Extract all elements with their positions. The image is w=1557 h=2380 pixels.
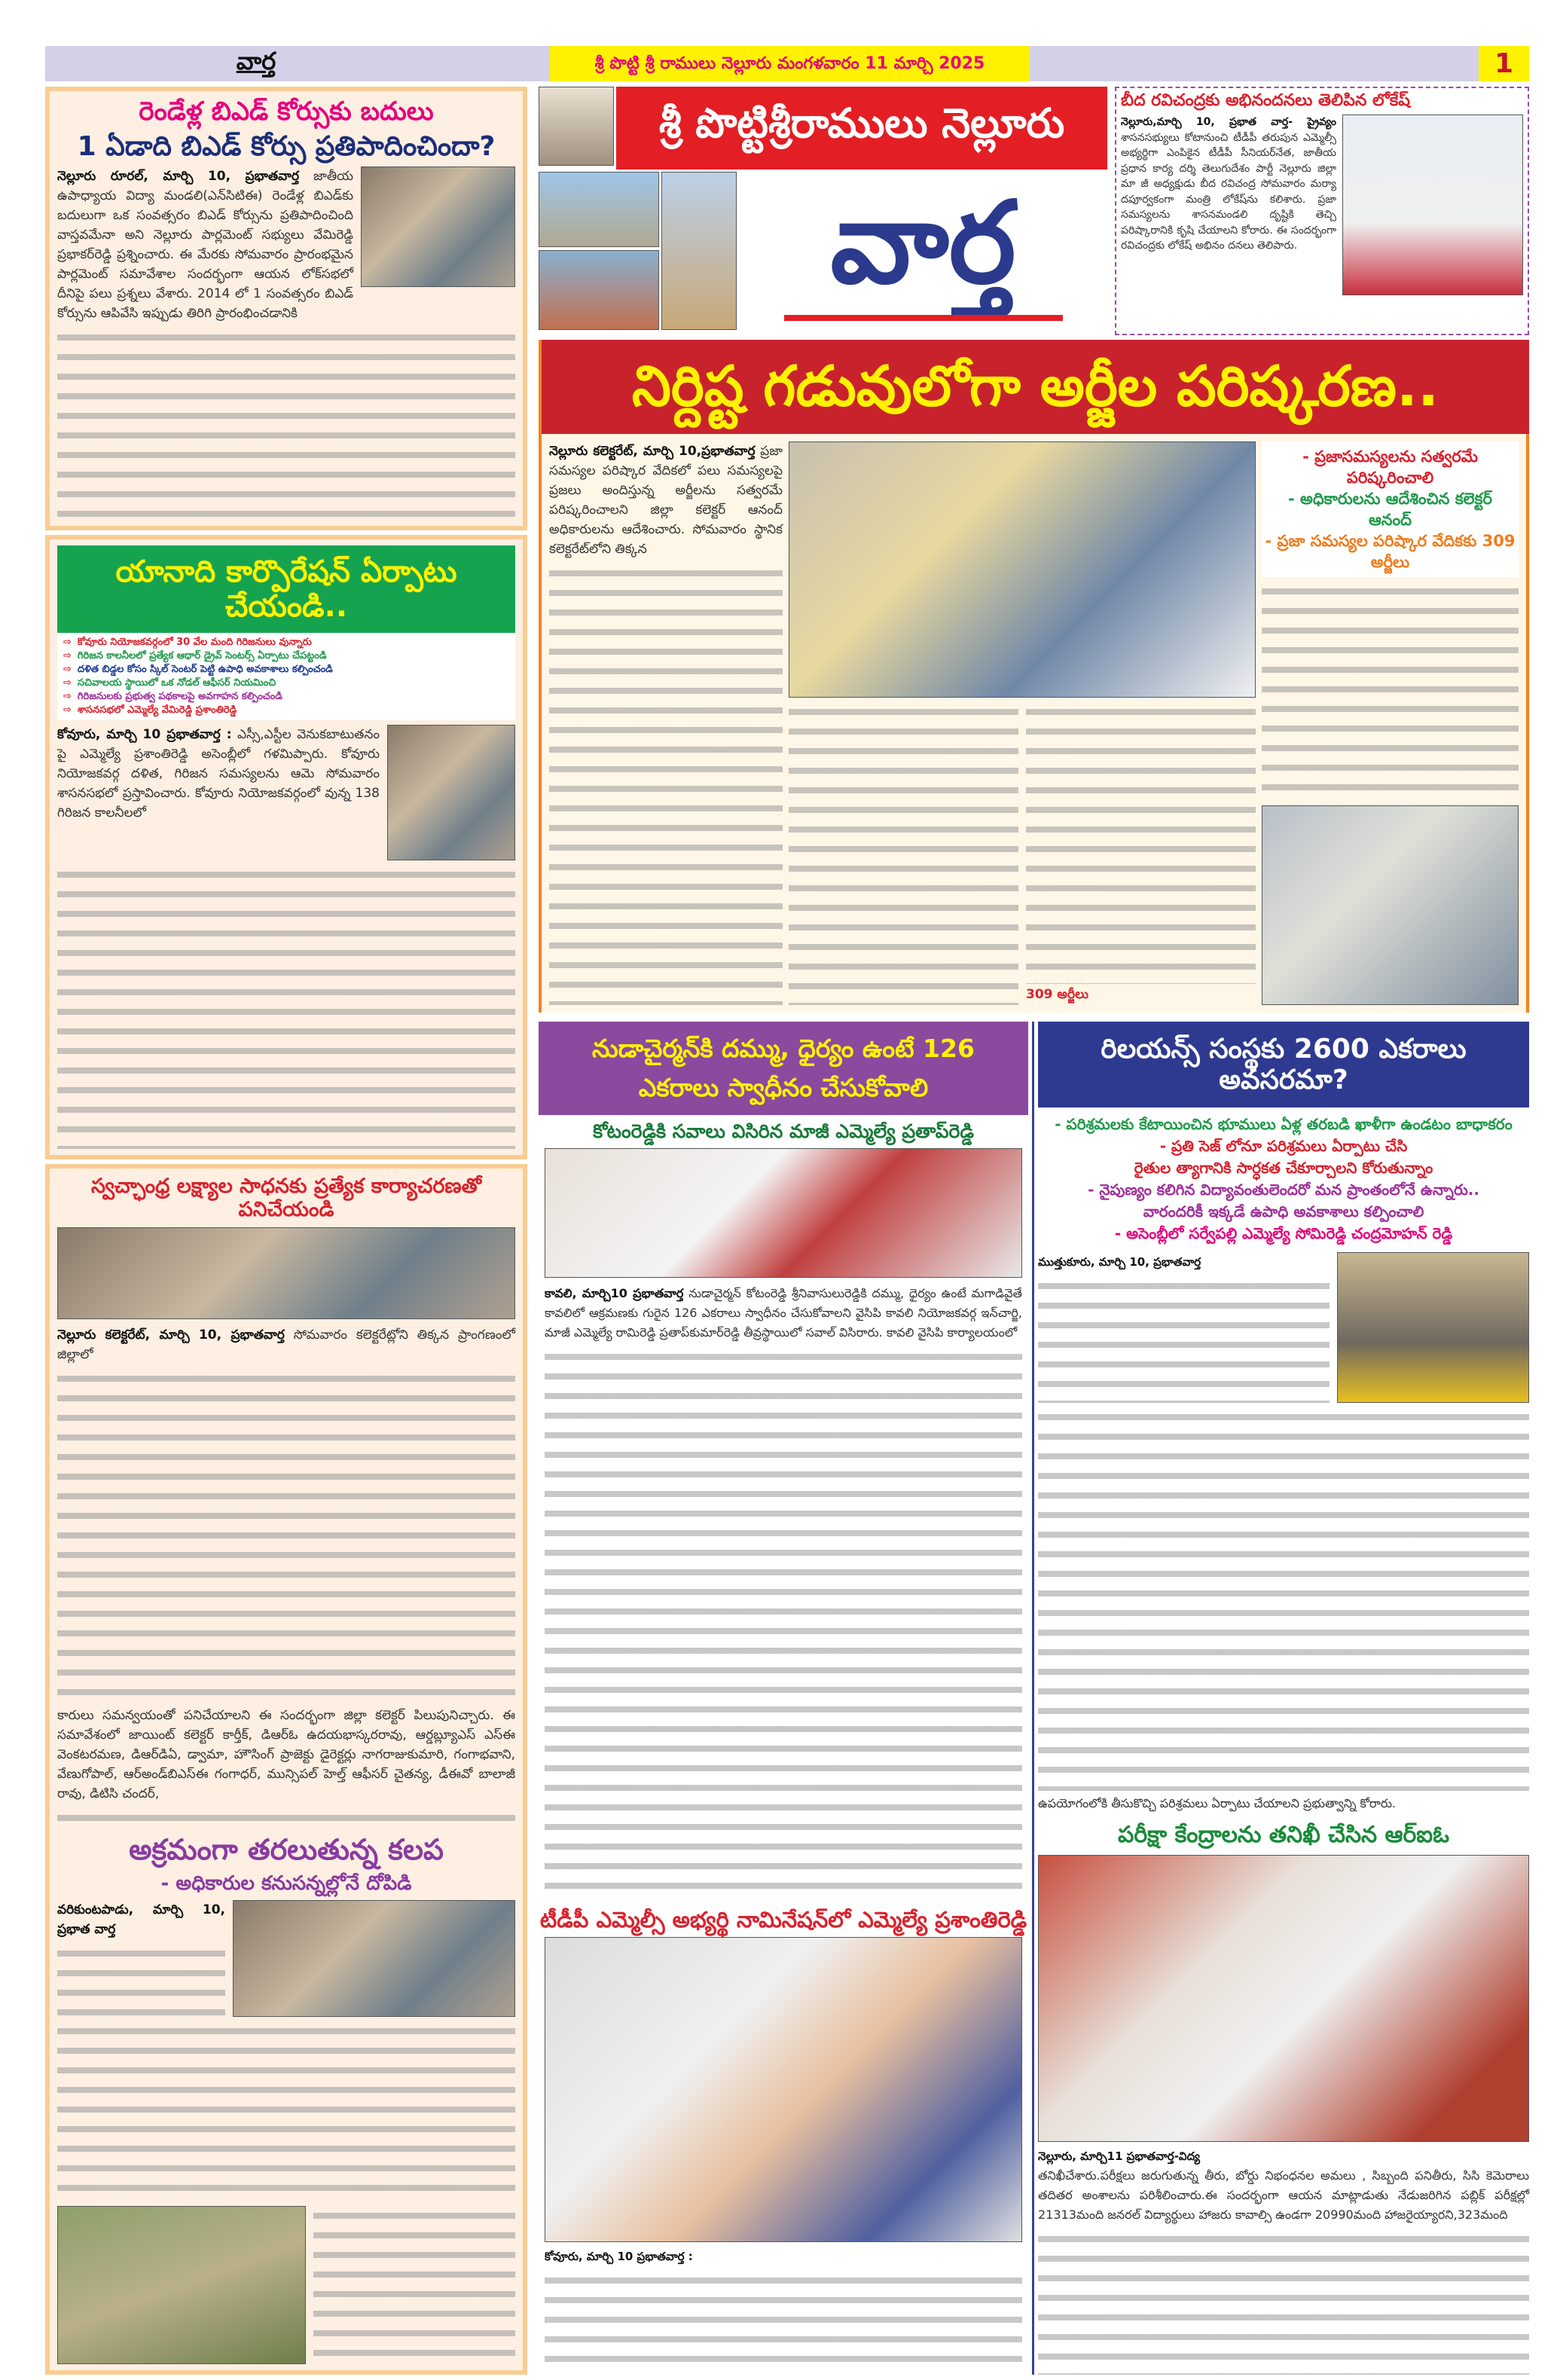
bed-dateline: నెల్లూరు రూరల్, మార్చి 10, ప్రభాతవార్త [57, 169, 300, 185]
main-col-2-text [789, 698, 1256, 1004]
beeda-dateline: నెల్లూరు,మార్చి 10, ప్రభాత వార్త- ప్రైవ్యం [1121, 116, 1336, 129]
mla-speaking-photo [387, 725, 515, 860]
main-subhead-list [1265, 446, 1516, 573]
lokesh-greeting-photo [1342, 115, 1523, 295]
reliance-closing: ఉపయోగంలోకి తీసుకొచ్చి పరిశ్రమలు ఏర్పాటు చేయాలని ప్రభుత్వాన్ని కోరారు. [1038, 1796, 1397, 1811]
kalapa-subhead: - అధికారుల కనుసన్నల్లోనే దోపిడి [160, 1871, 412, 1895]
yanadi-bullet [63, 690, 509, 704]
yanadi-bullet-text: గిరిజనులకు ప్రభుత్వ పథకాలపై అవగాహన కల్పించండి [77, 691, 282, 703]
main-subhead: - ప్రజా సమస్యల పరిష్కార వేదికకు 309 అర్జీలు [1265, 532, 1516, 572]
reliance-headline-banner: రిలయన్స్ సంస్థకు 2600 ఎకరాలు అవసరమా? [1038, 1022, 1529, 1108]
swachhandhra-text-lines [57, 1369, 515, 1702]
top-row [539, 87, 1529, 335]
beeda-text: శాసనసభ్యులు కోటానుంచి టీడీపీ తరుపున ఎమ్మెల్సీ అభ్యర్థిగా ఎంపికైన టీడీపీ సీనియర్‌నేత, జాతీయ ప్రధాన కార్య దర్శి తెలుగుదేశం పార్టీ నెల్లూరు జిల్లా మా జీ అధ్యక్షుడు బీద రవిచంద్ర సోమవారం మర్యా దపూర్వకంగా మంత్రి లోకేష్‌ను కలిశారు. ప్రజా సమస్యలను శాసనమండలి దృష్టికి తెచ్చి పరిష్కారానికి కృషి చేయాలని కోరారు. ఈ సందర్భంగా రవిచంద్రకు లోకేష్ అభినం దనలు తెలిపారు. [1121, 131, 1336, 252]
reliance-dateline: ముత్తుకూరు, మార్చి 10, ప్రభాతవార్త [1038, 1255, 1201, 1269]
yanadi-bullet [63, 636, 509, 649]
reliance-text-lines-1 [1038, 1276, 1330, 1403]
reliance-subhead: - ప్రతి సెజ్ లోనూ పరిశ్రమలు ఏర్పాటు చేసి [1159, 1137, 1408, 1156]
main-subhead: - ప్రజాసమస్యలను సత్వరమే పరిష్కరించాలి [1302, 448, 1478, 487]
beeda-headline: బీద రవిచంద్రకు అభినందనలు తెలిపిన లోకేష్ [1121, 91, 1410, 110]
arrow-icon: ⇨ [63, 691, 72, 703]
swachhandhra-article [45, 1164, 527, 2375]
swachhandhra-text: సోమవారం కలెక్టరేట్లోని తిక్కన ప్రాంగణంలో జిల్లాలో [57, 1327, 515, 1362]
exam-body: తనిఖీచేశారు.పరీక్షలు జరుగుతున్న తీరు, బోర్డు నిభంధనల అమలు , సిబ్బంది పనితీరు, సిసి కెమెరాలు తదితర అంశాలను పరిశీలించారు.ఈ సందర్భంగా ఆయన మాట్లాడుతు నేడుజరిగిన పబ్లిక్ పరీక్షల్లో 21313మంది జనరల్ విద్యార్థులు హాజరు కావాల్సి ఉండగా 20990మంది హాజరైయ్యారని,323మంది [1038, 2168, 1529, 2222]
arrow-icon: ⇨ [63, 704, 72, 716]
yanadi-bullet-text: గిరిజన కాలనీలలో ప్రత్యేక ఆధార్ డ్రైవ్ సెంటర్స్ ఏర్పాటు చేపట్టండి [77, 650, 327, 662]
dateline-banner: శ్రీ పొట్టి శ్రీ రాములు నెల్లూరు మంగళవారం 11 మార్చి 2025 [550, 46, 1030, 81]
column-divider [1032, 1022, 1034, 2375]
reliance-subhead: - పరిశ్రమలకు కేటాయించిన భూములు ఏళ్ల తరబడి ఖాళీగా ఉండటం బాధాకరం [1055, 1115, 1513, 1134]
kalapa-text-lines-3 [313, 2206, 515, 2364]
main-body [549, 441, 783, 559]
exam-inspection-photo [1038, 1855, 1529, 2142]
bottom-row [539, 1022, 1529, 2375]
reliance-lead [1038, 1252, 1330, 1403]
header-logo: వార్త [236, 47, 276, 75]
kalapa-dateline: వరికుంటపాడు, మార్చి 10, ప్రభాత వార్త [57, 1902, 225, 1937]
arrow-icon: ⇨ [63, 677, 72, 689]
yanadi-text: ఎస్సీ,ఎస్టీల వెనుకబాటుతనం పై ఎమ్మెల్యే ప్రశాంతిరెడ్డి అసెంబ్లీలో గళమిప్పారు. కోవూరు నియోజకవర్గ దళిత, గిరిజన సమస్యలను ఆమె సోమవారం శాసనసభలో ప్రస్తావించారు. కోవూరు నియోజకవర్గంలో వున్న 138 గిరిజన కాలనీలలో [57, 727, 380, 821]
reliance-subhead: రైతుల త్యాగానికి సార్ధకత చేకూర్చాలని కోరుతున్నాం [1134, 1159, 1433, 1178]
main-text: ప్రజా సమస్యల పరిష్కార వేదికలో పలు సమస్యలపై ప్రజలు అందిస్తున్న అర్జీలను సత్వరమే పరిష్కరించాలని జిల్లా కలెక్టర్ ఆనంద్ అధికారులను ఆదేశించారు. సోమవారం స్థానిక కలెక్టరేట్‌లోని తిక్కన [549, 444, 783, 558]
exam-dateline: నెల్లూరు, మార్చి11 ప్రభాతవార్త-విద్య [1038, 2149, 1200, 2163]
reliance-subhead: వారందరికీ ఇక్కడే ఉపాధి అవకాశాలు కల్పించాలి [1143, 1202, 1424, 1221]
masthead-logo-row [539, 172, 1107, 330]
ycp-meeting-photo [545, 1148, 1022, 1278]
page-number: 1 [1479, 46, 1529, 81]
yanadi-article [45, 535, 527, 1159]
reliance-row [1038, 1252, 1529, 1403]
bed-text: జాతీయ ఉపాధ్యాయ విద్యా మండలి(ఎన్‌సిటిఈ) రెండేళ్ల బిఎడ్‌కు బదులుగా ఒక సంవత్సరం బిఎడ్ కోర్సును ప్రతిపాదించింది వాస్తవమేనా అని నెల్లూరు పార్లమెంట్ సభ్యులు వేమిరెడ్డి ప్రభాకర్‌రెడ్డి ప్రశ్నించారు. ఈ మేరకు సోమవారం ప్రారంభమైన పార్లమెంట్ సమావేశాల సందర్భంగా ఆయన లోక్‌సభలో దీనిపై పలు ప్రశ్నలు వేశారు. 2014 లో 1 సంవత్సరం బిఎడ్ కోర్సును ఆపివేసి ఇప్పుడు తిరిగి ప్రారంభించడానికి [57, 169, 353, 322]
swachhandhra-closing-lines [57, 1808, 515, 1826]
main-headline-banner: నిర్దిష్ట గడువులోగా అర్జీల పరిష్కరణ.. [539, 340, 1529, 434]
main-col-2 [789, 441, 1256, 1004]
main-text-lines-4 [1026, 702, 1256, 983]
masthead-logo: వార్త [830, 178, 1016, 309]
yanadi-bullets-box [57, 633, 515, 720]
yanadi-text-lines [57, 865, 515, 1149]
grievance-hearing-photo [789, 441, 1256, 698]
nuda-text-lines [545, 1347, 1022, 1900]
nuda-headline-banner: నుడాచైర్మన్‌కి దమ్ము, ధైర్యం ఉంటే 126 ఎకరాలు స్వాధీనం చేసుకోవాలి [539, 1022, 1028, 1115]
yanadi-bullet [63, 663, 509, 677]
port-photo [539, 250, 659, 330]
masthead [539, 87, 1107, 335]
nuda-subhead: కోటంరెడ్డికి సవాలు విసిరిన మాజీ ఎమ్మెల్యే ప్రతాప్‌రెడ్డి [593, 1120, 974, 1142]
main-text-lines-2 [1262, 582, 1519, 800]
masthead-banner-row [539, 87, 1107, 170]
nuda-text: నుడాచైర్మన్ కోటంరెడ్డి శ్రీనివాసులురెడ్డికి దమ్ము, ధైర్యం ఉంటే మగాడివైతే కావలిలో ఆక్రమణకు గురైన 126 ఎకరాలు స్వాధీనం చేసుకోవాలని వైసిపి కావలి నియోజకవర్గ ఇన్‌చార్జి, మాజీ ఎమ్మెల్యే రామిరెడ్డి ప్రతాప్‌కుమార్‌రెడ్డి తీవ్రస్థాయిలో సవాల్ విసిరారు. కావలి వైసిపి కార్యాలయంలో [545, 1286, 1022, 1340]
yanadi-bullet-text: దళిత బిడ్డల కోసం స్కిల్ సెంటర్ పెట్టి ఉపాధి అవకాశాలు కల్పించండి [77, 664, 333, 676]
swachhandhra-headline: స్వచ్ఛాంధ్ర లక్ష్యాల సాధనకు ప్రత్యేక కార్యాచరణతో పనిచేయండి [90, 1174, 482, 1221]
forest-clearing-photo [57, 2206, 306, 2364]
timber-truck-photo [233, 1900, 515, 2017]
main-inline-label: 309 అర్జీలు [1026, 986, 1089, 1002]
main-text-lines-1 [549, 564, 783, 1004]
tdp-text-lines [545, 2271, 1022, 2375]
nuda-body [545, 1284, 1022, 1343]
yanadi-row [57, 725, 515, 860]
left-column [45, 87, 527, 2375]
bed-article [45, 87, 527, 530]
masthead-logo-box [739, 172, 1107, 330]
yanadi-bullet [63, 649, 509, 663]
yanadi-bullet-text: కోవూరు నియోజకవర్గంలో 30 వేల మంది గిరిజనులు వున్నారు [77, 637, 312, 649]
bed-body [57, 167, 353, 323]
swachhandhra-dateline: నెల్లూరు కలెక్టరేట్, మార్చి 10, ప్రభాతవార్త [57, 1327, 285, 1343]
tdp-dateline: కోవూరు, మార్చి 10 ప్రభాతవార్త : [545, 2250, 693, 2264]
main-article-frame [539, 434, 1529, 1012]
exam-text-lines [1038, 2229, 1529, 2375]
arrow-icon: ⇨ [63, 650, 72, 662]
yanadi-bullet-text: సచివాలయ స్థాయిలో ఒక నోడల్ ఆఫీసర్ నియమించి [77, 677, 276, 689]
yanadi-body [57, 725, 380, 823]
reliance-subhead-list [1038, 1114, 1529, 1245]
reliance-exam-column [1038, 1022, 1529, 2375]
main-col-3 [1262, 441, 1519, 1004]
bed-row [57, 167, 515, 323]
reliance-subhead: - నైపుణ్యం కలిగిన విద్యావంతులెందరో మన ప్రాంతంలోనే ఉన్నారు.. [1088, 1181, 1479, 1199]
swachhandhra-closing: కారులు సమన్వయంతో పనిచేయాలని ఈ సందర్భంగా జిల్లా కలెక్టర్ పిలుపునిచ్చారు. ఈ సమావేశంలో జాయింట్ కలెక్టర్ కార్తీక్, డిఆర్ఓ ఉదయభాస్కరరావు, ఆర్డబ్ల్యూఎస్ ఎస్ఈ వెంకటరమణ, డిఆర్‌డిఏ, డ్వామా, హౌసింగ్ ప్రాజెక్టు డైరెక్టర్లు నాగరాజుకుమారి, గంగాభవాని, వేణుగోపాల్, ఆర్అండ్‌బిఎస్ఈ గంగాధర్, మున్సిపల్ హెల్త్ ఆఫీసర్ చైతన్య, డీఈవో బాలాజీ రావు, డిటిసి చందర్, [57, 1708, 515, 1802]
potti-sriramulu-portrait [539, 87, 614, 166]
yanadi-bullet-text: శాసనసభలో ఎమ్మెల్యే వేమిరెడ్డి ప్రశాంతిరెడ్డి [77, 704, 237, 716]
tdp-headline: టీడీపీ ఎమ్మెల్సీ అభ్యర్థి నామినేషన్‌లో ఎమ్మెల్యే ప్రశాంతిరెడ్డి [539, 1907, 1027, 1932]
yanadi-bullet-list [63, 636, 509, 717]
reliance-text-lines-2 [1038, 1407, 1529, 1791]
bed-headline-2: 1 ఏడాది బిఎడ్ కోర్సు ప్రతిపాదించిందా? [77, 131, 496, 163]
arrow-icon: ⇨ [63, 664, 72, 676]
collector-meeting-photo [57, 1227, 515, 1319]
main-col-1 [549, 441, 783, 1004]
beeda-article [1115, 87, 1529, 335]
kalapa-bottom-row [57, 2206, 515, 2364]
main-subhead: - అధికారులను ఆదేశించిన కలెక్టర్ ఆనంద్ [1288, 490, 1492, 530]
exam-headline: పరీక్షా కేంద్రాలను తనిఖీ చేసిన ఆర్ఐఓ [1118, 1822, 1449, 1849]
masthead-city-banner: శ్రీ పొట్టిశ్రీరాములు నెల్లూరు [616, 87, 1107, 170]
nomination-photo [545, 1937, 1022, 2242]
kalapa-text-lines-2 [57, 2021, 515, 2201]
kalapa-row [57, 1900, 515, 2017]
main-text-lines-3 [789, 702, 1018, 1004]
kalapa-lead [57, 1900, 225, 2017]
main-subheads-box [1262, 441, 1519, 577]
yanadi-bullet [63, 677, 509, 690]
nuda-dateline: కావలి, మార్చి10 ప్రభాతవార్త [545, 1286, 684, 1301]
reliance-subhead: - అసెంబ్లీలో సర్వేపల్లి ఎమ్మెల్యే సోమిరెడ్డి చంద్రమోహన్ రెడ్డి [1114, 1224, 1453, 1243]
somireddy-photo [1337, 1252, 1529, 1403]
yanadi-dateline: కోవూరు, మార్చి 10 ప్రభాతవార్త : [57, 727, 232, 743]
applicants-queue-photo [1262, 805, 1519, 1005]
yanadi-bullet [63, 704, 509, 717]
mp-photo [361, 167, 515, 287]
bed-headline-1: రెండేళ్ల బిఎడ్ కోర్సుకు బదులు [139, 96, 434, 127]
nuda-tdp-column [539, 1022, 1028, 2375]
main-dateline: నెల్లూరు కలెక్టరేట్, మార్చి 10,ప్రభాతవార్త [549, 444, 756, 460]
yanadi-headline: యానాది కార్పొరేషన్ ఏర్పాటు చేయండి.. [57, 545, 515, 633]
arrow-icon: ⇨ [63, 637, 72, 649]
masthead-photo-stack [539, 172, 659, 330]
right-region [539, 87, 1529, 2375]
kalapa-text-lines-1 [57, 1944, 225, 2017]
bed-text-lines [57, 328, 515, 520]
masthead-logo-underline [784, 315, 1063, 321]
kalapa-headline: అక్రమంగా తరలుతున్న కలప [129, 1833, 444, 1867]
swachhandhra-body [57, 1325, 515, 1364]
temple-tower-photo [661, 172, 737, 330]
main-col-2b [1026, 698, 1256, 1004]
bridge-photo [539, 172, 659, 247]
